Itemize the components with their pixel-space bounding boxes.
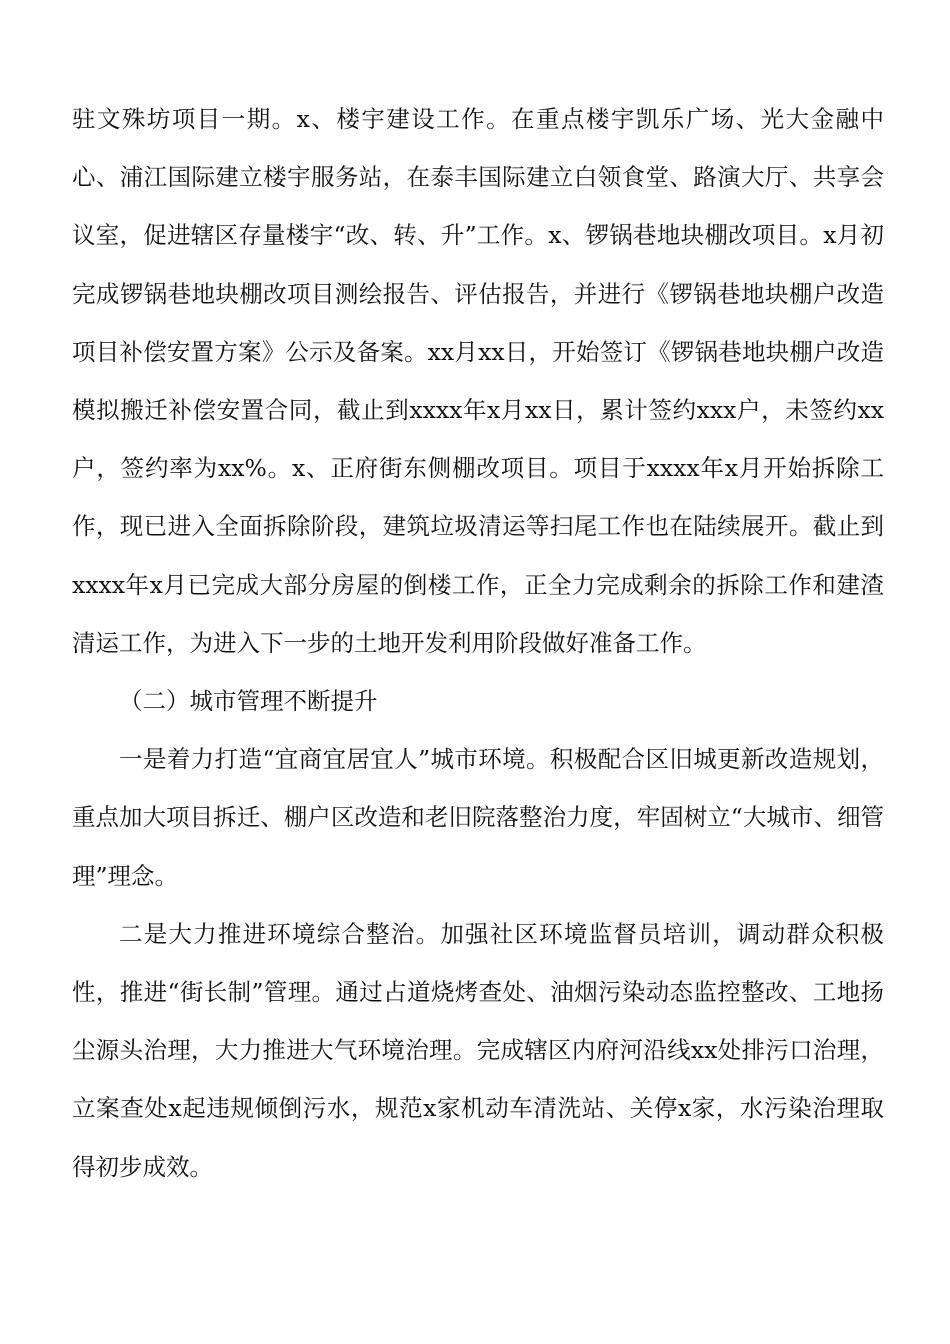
document-body — [72, 90, 884, 1196]
paragraph-environment: 一是着力打造“宜商宜居宜人”城市环境。积极配合区旧城更新改造规划，重点加大项目拆迁、棚户区改造和老旧院落整治力度，牢固树立“大城市、细管理”理念。 — [72, 745, 884, 890]
section-heading: （二）城市管理不断提升 — [119, 687, 378, 716]
paragraph-remediation: 二是大力推进环境综合整治。加强社区环境监督员培训，调动群众积极性，推进“街长制”管理。通过占道烧烤查处、油烟污染动态监控整改、工地扬尘源头治理，大力推进大气环境治理。完成辖区内府河沿线xx处排污口治理，立案查处x起违规倾倒污水，规范x家机动车清洗站、关停x家，水污染治理取得初步成效。 — [72, 919, 884, 1181]
paragraph-continuation: 驻文殊坊项目一期。x、楼宇建设工作。在重点楼宇凯乐广场、光大金融中心、浦江国际建立楼宇服务站，在泰丰国际建立白领食堂、路演大厅、共享会议室，促进辖区存量楼宇“改、转、升”工作。x、锣锅巷地块棚改项目。x月初完成锣锅巷地块棚改项目测绘报告、评估报告，并进行《锣锅巷地块棚户改造项目补偿安置方案》公示及备案。xx月xx日，开始签订《锣锅巷地块棚户改造模拟搬迁补偿安置合同，截止到xxxx年x月xx日，累计签约xxx户，未签约xx户，签约率为xx%。x、正府街东侧棚改项目。项目于xxxx年x月开始拆除工作，现已进入全面拆除阶段，建筑垃圾清运等扫尾工作也在陆续展开。截止到xxxx年x月已完成大部分房屋的倒楼工作，正全力完成剩余的拆除工作和建渣清运工作，为进入下一步的土地开发利用阶段做好准备工作。 — [72, 105, 884, 657]
